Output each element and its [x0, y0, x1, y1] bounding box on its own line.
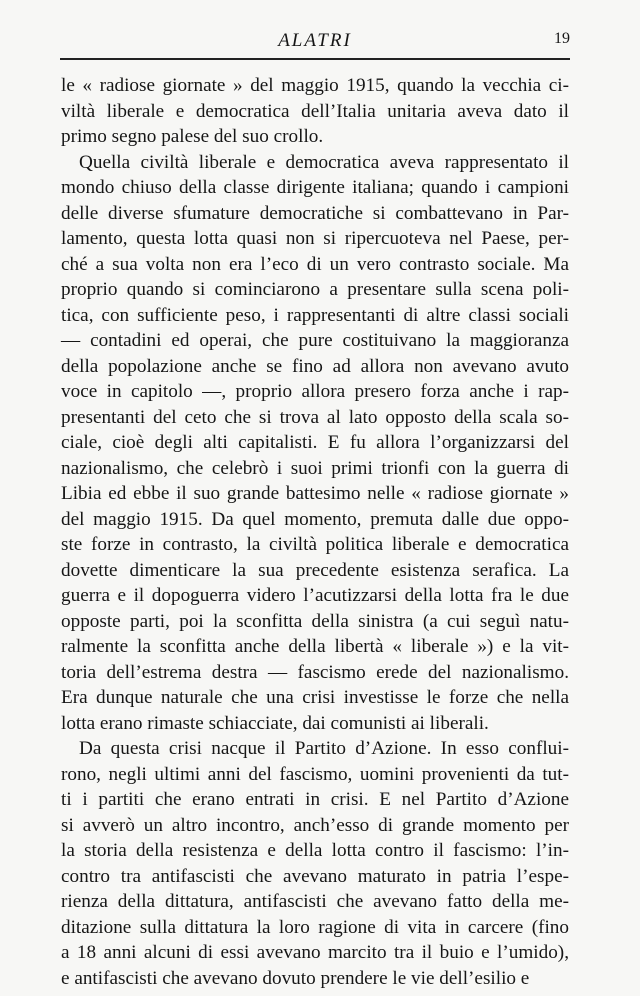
text-line: — contadini ed operai, che pure costituivano la maggioranza: [61, 330, 569, 351]
text-line: presentanti del ceto che si trova al lato opposto della scala so-: [61, 406, 569, 428]
text-line: proprio quando si cominciarono a presentare sulla scena poli-: [61, 279, 569, 300]
paragraph: [61, 73, 569, 150]
text-line: rono, negli ultimi anni del fascismo, uomini provenienti da tut-: [61, 763, 569, 785]
text-line: toria dell’estrema destra — fascismo erede del nazionalismo.: [61, 661, 569, 683]
text-line: primo segno palese del suo crollo.: [61, 126, 324, 147]
header-rule: [60, 58, 570, 60]
text-line: le « radiose giornate » del maggio 1915, quando la vecchia ci-: [61, 75, 569, 96]
text-line: ciale, cioè degli alti capitalisti. E fu allora l’organizzarsi del: [61, 432, 569, 453]
text-line: ste forze in contrasto, la civiltà politica liberale e democratica: [61, 534, 569, 555]
text-line: e antifascisti che avevano dovuto prendere le vie dell’esilio e: [61, 967, 530, 989]
text-line: della popolazione anche se fino ad allora non avevano avuto: [61, 355, 569, 377]
text-line: lamento, questa lotta quasi non si ripercuoteva nel Paese, per-: [61, 228, 569, 249]
text-line: ditazione sulla dittatura la loro ragione di vita in carcere (fino: [61, 916, 569, 938]
text-line: guerra e il dopoguerra videro l’acutizzarsi della lotta fra le due: [61, 585, 569, 606]
text-line: si avverò un altro incontro, anch’esso di grande momento per: [61, 814, 569, 836]
text-line: mondo chiuso della classe dirigente italiana; quando i campioni: [61, 177, 569, 198]
text-line: ti i partiti che erano entrati in crisi. E nel Partito d’Azione: [61, 789, 569, 810]
text-line: Quella civiltà liberale e democratica aveva rappresentato il: [79, 151, 569, 173]
text-line: opposte parti, poi la sconfitta della sinistra (a cui seguì natu-: [61, 610, 569, 632]
text-line: delle diverse sfumature democratiche si combattevano in Par-: [61, 202, 569, 224]
running-title: ALATRI: [278, 30, 352, 51]
page-number: 19: [554, 30, 570, 47]
text-line: a 18 anni alcuni di essi avevano marcito tra il buio e l’umido),: [61, 942, 569, 963]
text-line: lotta erano rimaste schiacciate, dai comunisti ai liberali.: [61, 712, 489, 734]
text-line: dovette dimenticare la sua precedente esistenza serafica. La: [61, 559, 569, 581]
text-line: la storia della resistenza e della lotta contro il fascismo: l’in-: [61, 840, 569, 861]
paragraph: [61, 150, 569, 737]
paragraph: [61, 736, 569, 991]
text-line: viltà liberale e democratica dell’Italia unitaria aveva dato il: [61, 100, 569, 122]
text-line: Da questa crisi nacque il Partito d’Azione. In esso conflui-: [79, 738, 569, 759]
text-line: contro tra antifascisti che avevano maturato in patria l’espe-: [61, 865, 569, 887]
running-head: [60, 30, 570, 54]
text-line: ché a sua volta non era l’eco di un vero contrasto sociale. Ma: [61, 253, 569, 275]
text-line: del maggio 1915. Da quel momento, premuta dalle due oppo-: [61, 508, 569, 530]
text-line: ralmente la sconfitta anche della libertà « liberale ») e la vit-: [61, 636, 569, 657]
text-line: rienza della dittatura, antifascisti che avevano fatto della me-: [61, 891, 569, 912]
text-line: nazionalismo, che celebrò i suoi primi trionfi con la guerra di: [61, 457, 569, 479]
text-line: voce in capitolo —, proprio allora presero forza anche i rap-: [61, 381, 569, 402]
body-text: [61, 73, 569, 991]
text-line: Libia ed ebbe il suo grande battesimo nelle « radiose giornate »: [61, 483, 569, 504]
text-line: tica, con sufficiente peso, i rappresentanti di altre classi sociali: [61, 304, 569, 326]
text-line: Era dunque naturale che una crisi investisse le forze che nella: [61, 687, 569, 708]
